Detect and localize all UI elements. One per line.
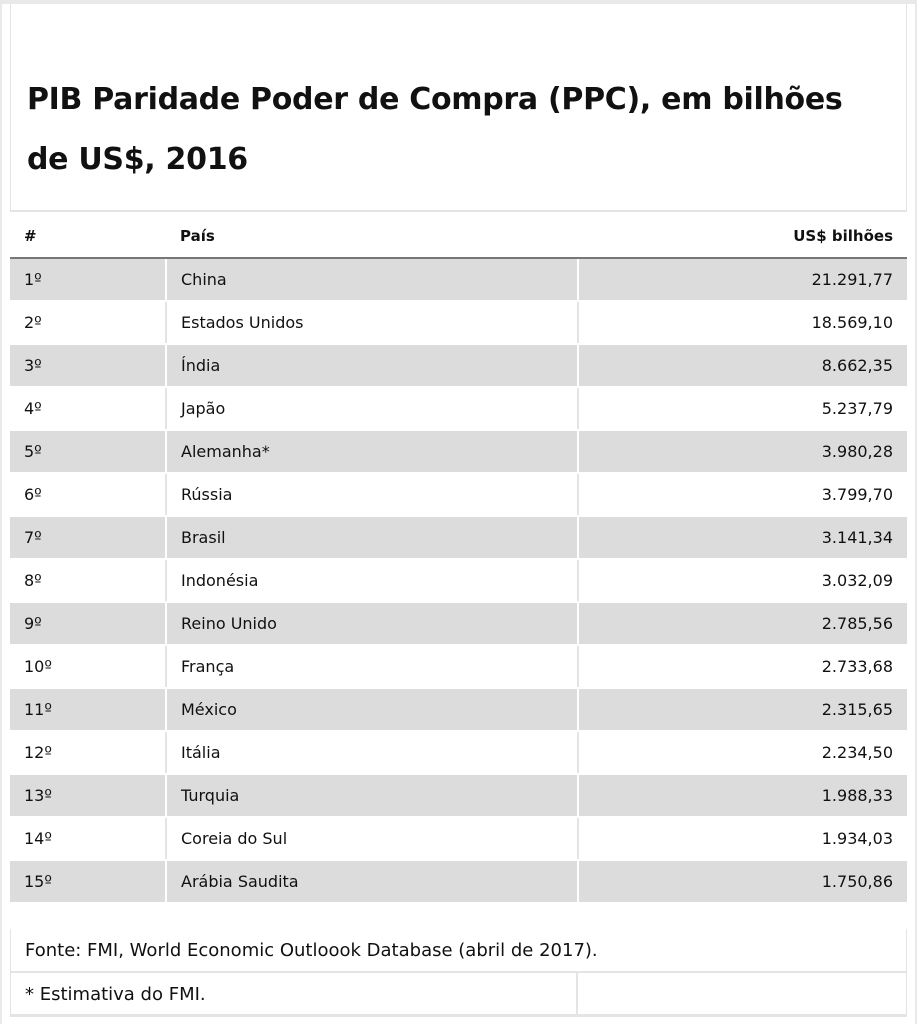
rank-cell: 7º xyxy=(10,516,166,559)
value-cell: 18.569,10 xyxy=(578,301,907,344)
table-title: PIB Paridade Poder de Compra (PPC), em bilhões de US$, 2016 xyxy=(27,82,843,177)
value-cell: 2.234,50 xyxy=(578,731,907,774)
value-cell: 1.750,86 xyxy=(578,860,907,903)
rank-cell: 5º xyxy=(10,430,166,473)
rank-column-header: # xyxy=(10,214,166,258)
country-cell: Brasil xyxy=(166,516,578,559)
table-row xyxy=(10,559,907,602)
rank-cell: 14º xyxy=(10,817,166,860)
value-cell: 5.237,79 xyxy=(578,387,907,430)
rank-cell: 13º xyxy=(10,774,166,817)
footnote-empty-cell xyxy=(578,973,906,1014)
table-row xyxy=(10,817,907,860)
country-cell: Índia xyxy=(166,344,578,387)
rank-cell: 4º xyxy=(10,387,166,430)
table-body xyxy=(10,258,907,903)
country-cell: Arábia Saudita xyxy=(166,860,578,903)
table-row xyxy=(10,860,907,903)
value-cell: 21.291,77 xyxy=(578,258,907,301)
table-header-row xyxy=(10,214,907,258)
value-cell: 1.934,03 xyxy=(578,817,907,860)
country-column-header: País xyxy=(166,214,578,258)
table-row xyxy=(10,430,907,473)
value-cell: 3.141,34 xyxy=(578,516,907,559)
value-cell: 2.785,56 xyxy=(578,602,907,645)
country-cell: Estados Unidos xyxy=(166,301,578,344)
country-cell: França xyxy=(166,645,578,688)
table-row xyxy=(10,602,907,645)
table-row xyxy=(10,344,907,387)
value-cell: 2.733,68 xyxy=(578,645,907,688)
rank-cell: 9º xyxy=(10,602,166,645)
source-note: Fonte: FMI, World Economic Outloook Database (abril de 2017). xyxy=(10,929,907,973)
value-cell: 3.980,28 xyxy=(578,430,907,473)
table-row xyxy=(10,516,907,559)
value-column-header: US$ bilhões xyxy=(578,214,907,258)
table-row xyxy=(10,645,907,688)
table-row xyxy=(10,731,907,774)
rank-cell: 11º xyxy=(10,688,166,731)
rank-cell: 8º xyxy=(10,559,166,602)
footnote-row xyxy=(10,973,907,1017)
value-cell: 8.662,35 xyxy=(578,344,907,387)
country-cell: China xyxy=(166,258,578,301)
country-cell: Coreia do Sul xyxy=(166,817,578,860)
country-cell: México xyxy=(166,688,578,731)
country-cell: Reino Unido xyxy=(166,602,578,645)
rank-cell: 2º xyxy=(10,301,166,344)
country-cell: Itália xyxy=(166,731,578,774)
table-footer xyxy=(10,929,907,1017)
table-row xyxy=(10,387,907,430)
table-row xyxy=(10,688,907,731)
country-cell: Turquia xyxy=(166,774,578,817)
country-cell: Alemanha* xyxy=(166,430,578,473)
value-cell: 3.799,70 xyxy=(578,473,907,516)
rank-cell: 15º xyxy=(10,860,166,903)
value-cell: 3.032,09 xyxy=(578,559,907,602)
gdp-table xyxy=(10,214,907,904)
country-cell: Japão xyxy=(166,387,578,430)
table-row xyxy=(10,301,907,344)
country-cell: Indonésia xyxy=(166,559,578,602)
rank-cell: 1º xyxy=(10,258,166,301)
estimate-footnote: * Estimativa do FMI. xyxy=(11,973,578,1014)
rank-cell: 6º xyxy=(10,473,166,516)
country-cell: Rússia xyxy=(166,473,578,516)
value-cell: 1.988,33 xyxy=(578,774,907,817)
value-cell: 2.315,65 xyxy=(578,688,907,731)
title-box xyxy=(10,4,907,212)
table-row xyxy=(10,473,907,516)
rank-cell: 12º xyxy=(10,731,166,774)
rank-cell: 3º xyxy=(10,344,166,387)
rank-cell: 10º xyxy=(10,645,166,688)
table-row xyxy=(10,774,907,817)
table-row xyxy=(10,258,907,301)
